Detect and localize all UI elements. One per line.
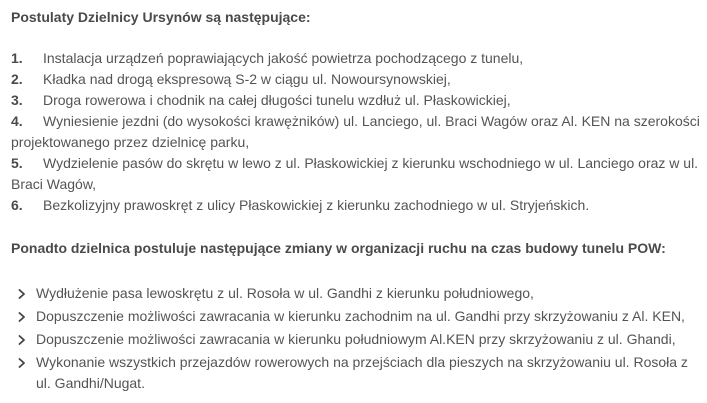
list-item bbox=[11, 111, 701, 153]
item-number: 1. bbox=[11, 50, 23, 66]
item-text: Wydzielenie pasów do skrętu w lewo z ul. Płaskowickiej z kierunku wschodniego w ul. Lanciego oraz w ul. Braci Wagów, bbox=[11, 155, 699, 192]
traffic-changes-list bbox=[18, 283, 702, 396]
item-text: Bezkolizyjny prawoskręt z ulicy Płaskowickiej z kierunku zachodniego w ul. Stryjeńskich. bbox=[43, 197, 590, 213]
item-number: 6. bbox=[11, 197, 23, 213]
chevron-right-icon bbox=[18, 283, 32, 304]
list-item bbox=[11, 153, 701, 195]
list-item bbox=[11, 90, 701, 111]
section-heading-traffic-changes: Ponadto dzielnica postuluje następujące zmiany w organizacji ruchu na czas budowy tunelu POW: bbox=[11, 240, 666, 256]
item-number: 5. bbox=[11, 155, 23, 171]
item-number: 2. bbox=[11, 71, 23, 87]
section-heading-postulates: Postulaty Dzielnicy Ursynów są następujące: bbox=[11, 9, 311, 25]
list-item bbox=[18, 329, 702, 350]
list-item bbox=[11, 48, 701, 69]
item-number: 3. bbox=[11, 92, 23, 108]
item-text: Wyniesienie jezdni (do wysokości krawężników) ul. Lanciego, ul. Braci Wagów oraz Al. KEN na szerokości projektowanego przez dzielnicę parku, bbox=[11, 113, 700, 150]
item-text: Kładka nad drogą ekspresową S-2 w ciągu ul. Nowoursynowskiej, bbox=[43, 71, 451, 87]
item-text: Dopuszczenie możliwości zawracania w kierunku zachodnim na ul. Gandhi przy skrzyżowaniu z Al. KEN, bbox=[36, 308, 685, 324]
list-item bbox=[11, 69, 701, 90]
postulates-list bbox=[11, 48, 701, 216]
item-text: Dopuszczenie możliwości zawracania w kierunku południowym Al.KEN przy skrzyżowaniu z ul. Ghandi, bbox=[36, 331, 676, 347]
list-item bbox=[18, 283, 702, 304]
item-text: Wykonanie wszystkich przejazdów rowerowych na przejściach dla pieszych na skrzyżowaniu ul. Rosoła z ul. Gandhi/Nugat. bbox=[36, 354, 688, 391]
list-item bbox=[18, 352, 702, 394]
list-item bbox=[11, 195, 701, 216]
chevron-right-icon bbox=[18, 329, 32, 350]
item-text: Droga rowerowa i chodnik na całej długości tunelu wzdłuż ul. Płaskowickiej, bbox=[43, 92, 511, 108]
item-text: Wydłużenie pasa lewoskrętu z ul. Rosoła w ul. Gandhi z kierunku południowego, bbox=[36, 285, 534, 301]
item-number: 4. bbox=[11, 113, 23, 129]
item-text: Instalacja urządzeń poprawiających jakość powietrza pochodzącego z tunelu, bbox=[43, 50, 524, 66]
chevron-right-icon bbox=[18, 306, 32, 327]
list-item bbox=[18, 306, 702, 327]
chevron-right-icon bbox=[18, 352, 32, 373]
